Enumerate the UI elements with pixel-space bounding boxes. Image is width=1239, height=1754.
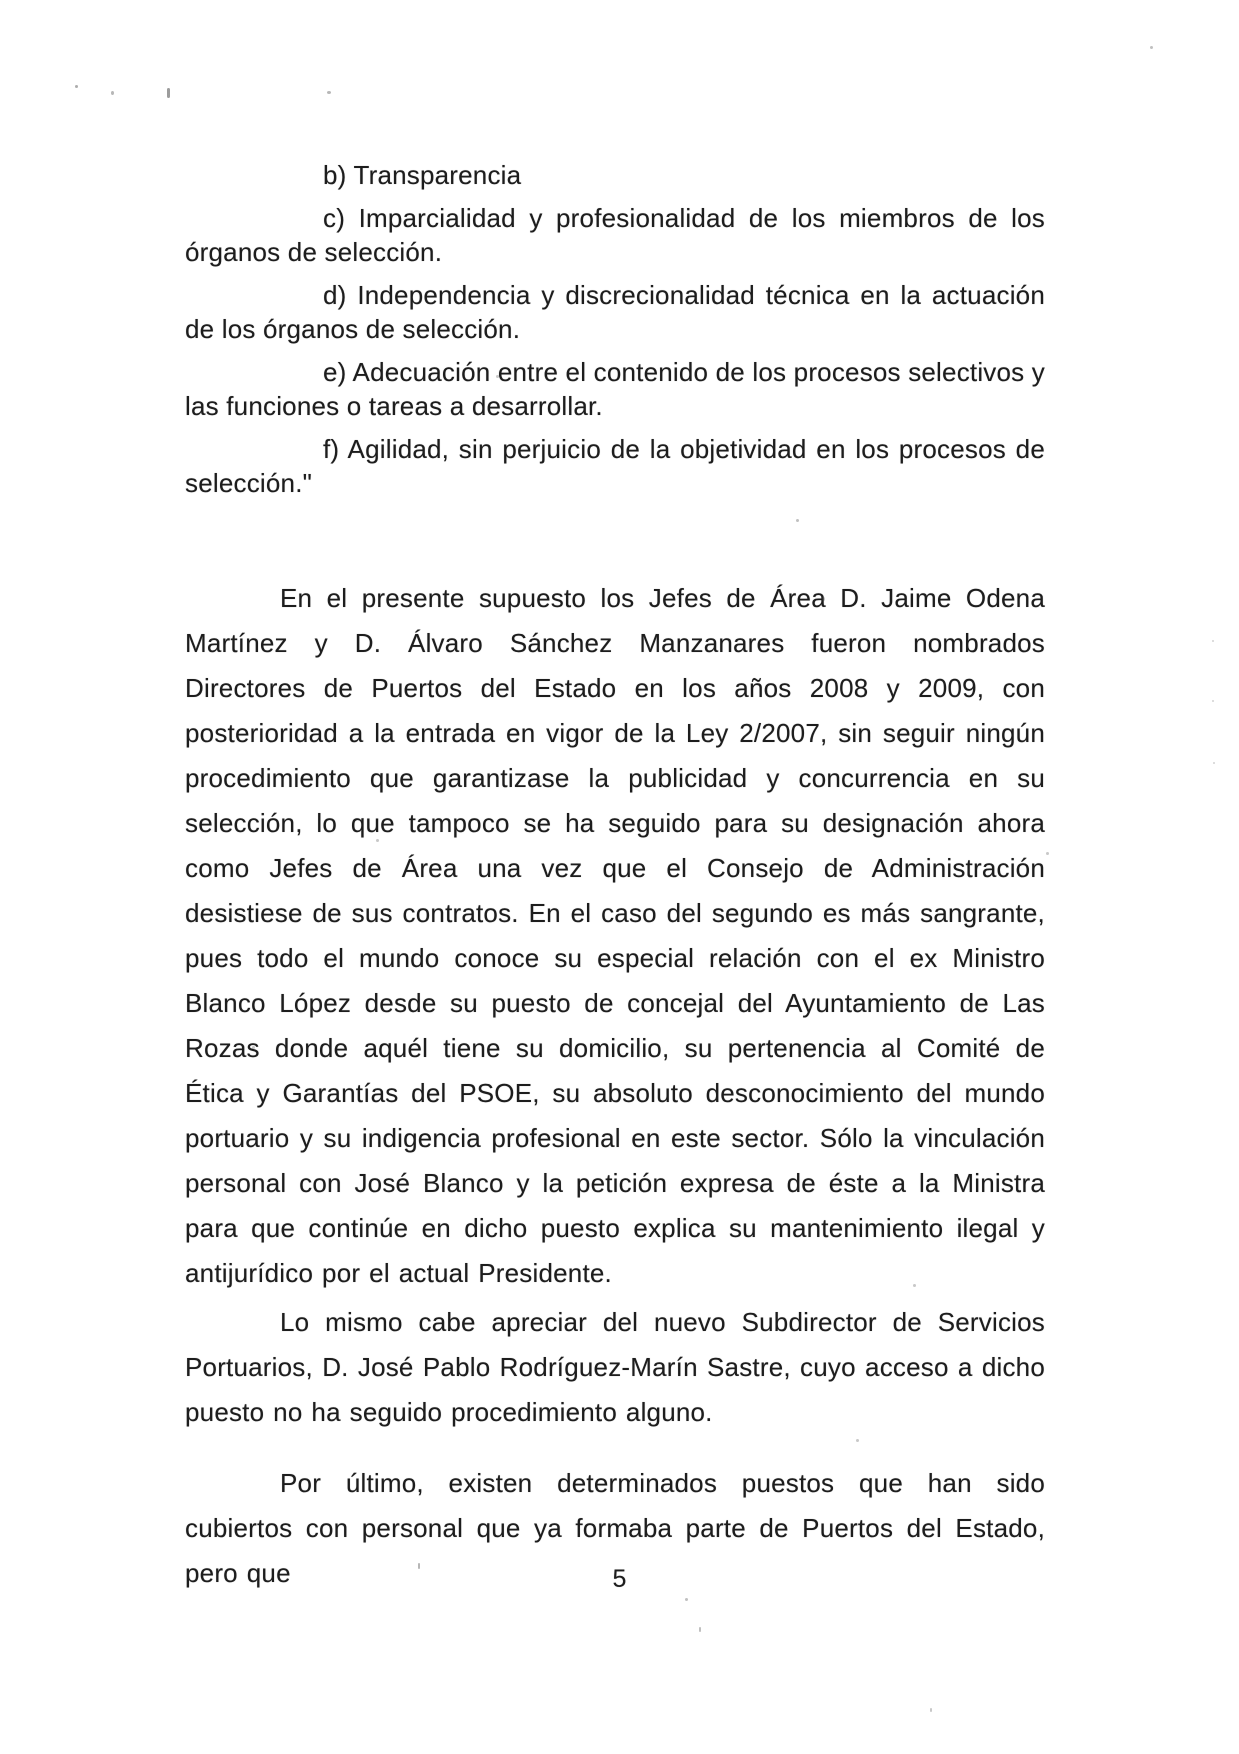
scan-speck <box>418 1563 420 1569</box>
body-paragraph-2: Lo mismo cabe apreciar del nuevo Subdirector de Servicios Portuarios, D. José Pablo Rodríguez-Marín Sastre, cuyo acceso a dicho puesto no ha seguido procedimiento alguno. <box>185 1307 1045 1427</box>
scan-speck <box>167 88 170 98</box>
document-body <box>185 0 1045 1596</box>
scan-speck <box>1046 852 1049 855</box>
scan-speck <box>376 839 379 842</box>
body-paragraph-3: Por último, existen determinados puestos que han sido cubiertos con personal que ya formaba parte de Puertos del Estado, pero que <box>185 1468 1045 1588</box>
scan-speck <box>496 375 499 378</box>
scan-speck <box>1212 640 1214 642</box>
body-paragraph-1: En el presente supuesto los Jefes de Área D. Jaime Odena Martínez y D. Álvaro Sánchez Manzanares fueron nombrados Directores de Puertos del Estado en los años 2008 y 2009, con posterioridad a la entrada en vigor de la Ley 2/2007, sin seguir ningún procedimiento que garantizase la publicidad y concurrencia en su selección, lo que tampoco se ha seguido para su designación ahora como Jefes de Área una vez que el Consejo de Administración desistiese de sus contratos. En el caso del segundo es más sangrante, pues todo el mundo conoce su especial relación con el ex Ministro Blanco López desde su puesto de concejal del Ayuntamiento de Las Rozas donde aquél tiene su domicilio, su pertenencia al Comité de Ética y Garantías del PSOE, su absoluto desconocimiento del mundo portuario y su indigencia profesional en este sector. Sólo la vinculación personal con José Blanco y la petición expresa de éste a la Ministra para que continúe en dicho puesto explica su mantenimiento ilegal y antijurídico por el actual Presidente. <box>185 583 1045 1288</box>
quoted-item-c: c) Imparcialidad y profesionalidad de los miembros de los órganos de selección. <box>185 203 1045 267</box>
quoted-item-d: d) Independencia y discrecionalidad técnica en la actuación de los órganos de selección. <box>185 280 1045 344</box>
scan-speck <box>685 1598 688 1601</box>
scan-speck <box>111 91 114 95</box>
scan-speck <box>1212 700 1214 702</box>
scan-speck <box>822 597 825 601</box>
quoted-item-e: e) Adecuación entre el contenido de los procesos selectivos y las funciones o tareas a desarrollar. <box>185 357 1045 421</box>
scan-speck <box>1150 46 1153 49</box>
scan-speck <box>1213 762 1215 764</box>
scan-speck <box>699 1627 701 1632</box>
scan-speck <box>327 91 331 94</box>
scan-speck <box>856 1439 859 1442</box>
quoted-item-b: b) Transparencia <box>323 160 522 190</box>
scan-speck <box>75 85 78 88</box>
page-number: 5 <box>612 1565 627 1593</box>
scan-speck <box>796 519 799 522</box>
scan-speck <box>252 1046 255 1049</box>
scan-speck <box>930 1708 932 1712</box>
quoted-principles-list <box>185 158 1045 500</box>
scan-speck <box>913 1284 916 1287</box>
quoted-item-f: f) Agilidad, sin perjuicio de la objetividad en los procesos de selección." <box>185 434 1045 498</box>
